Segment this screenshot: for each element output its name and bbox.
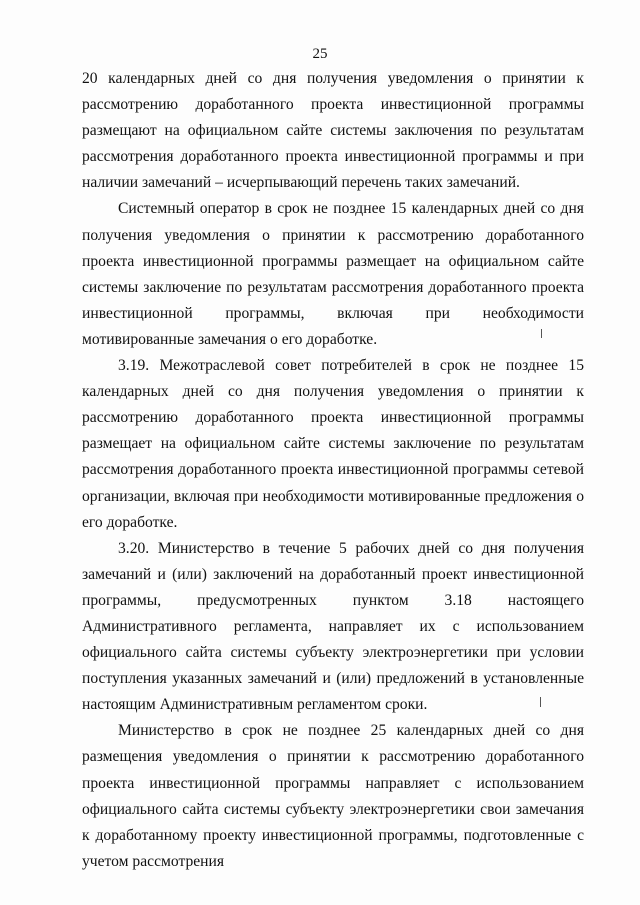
scan-mark xyxy=(541,329,542,338)
paragraph-1: 20 календарных дней со дня получения уведомления о принятии к рассмотрению доработанного проекта инвестиционной программы размещают на официальном сайте системы заключения по результатам рассмотрения доработанного проекта инвестиционной программы и при наличии замечаний – исчерпывающий перечень таких замечаний. xyxy=(82,70,584,192)
paragraph-3-20: 3.20. Министерство в течение 5 рабочих дней со дня получения замечаний и (или) заключений на доработанный проект инвестиционной программы, предусмотренных пунктом 3.18 настоящего Административного регламента, направляет их с использованием официального сайта системы субъекту электроэнергетики при условии поступления указанных замечаний и (или) предложений в установленные настоящим Административным регламентом сроки. xyxy=(82,539,584,714)
paragraph-2: Системный оператор в срок не позднее 15 календарных дней со дня получения уведомления о принятии к рассмотрению доработанного проекта инвестиционной программы размещает на официальном сайте системы заключение по результатам рассмотрения доработанного проекта инвестиционной программы, включая при необходимости мотивированные замечания о его доработке. xyxy=(82,200,584,348)
page-number: 25 xyxy=(312,46,328,62)
scan-mark xyxy=(540,697,541,707)
paragraph-3-19: 3.19. Межотраслевой совет потребителей в срок не позднее 15 календарных дней со дня получения уведомления о принятии к рассмотрению доработанного проекта инвестиционной программы размещает на официальном сайте системы заключение по результатам рассмотрения доработанного проекта инвестиционной программы сетевой организации, включая при необходимости мотивированные предложения о его доработке. xyxy=(82,357,584,531)
document-body xyxy=(82,66,584,875)
paragraph-5: Министерство в срок не позднее 25 календарных дней со дня размещения уведомления о принятии к рассмотрению доработанного проекта инвестиционной программы направляет с использованием официального сайта системы субъекту электроэнергетики свои замечания к доработанному проекту инвестиционной программы, подготовленные с учетом рассмотрения xyxy=(82,722,584,870)
